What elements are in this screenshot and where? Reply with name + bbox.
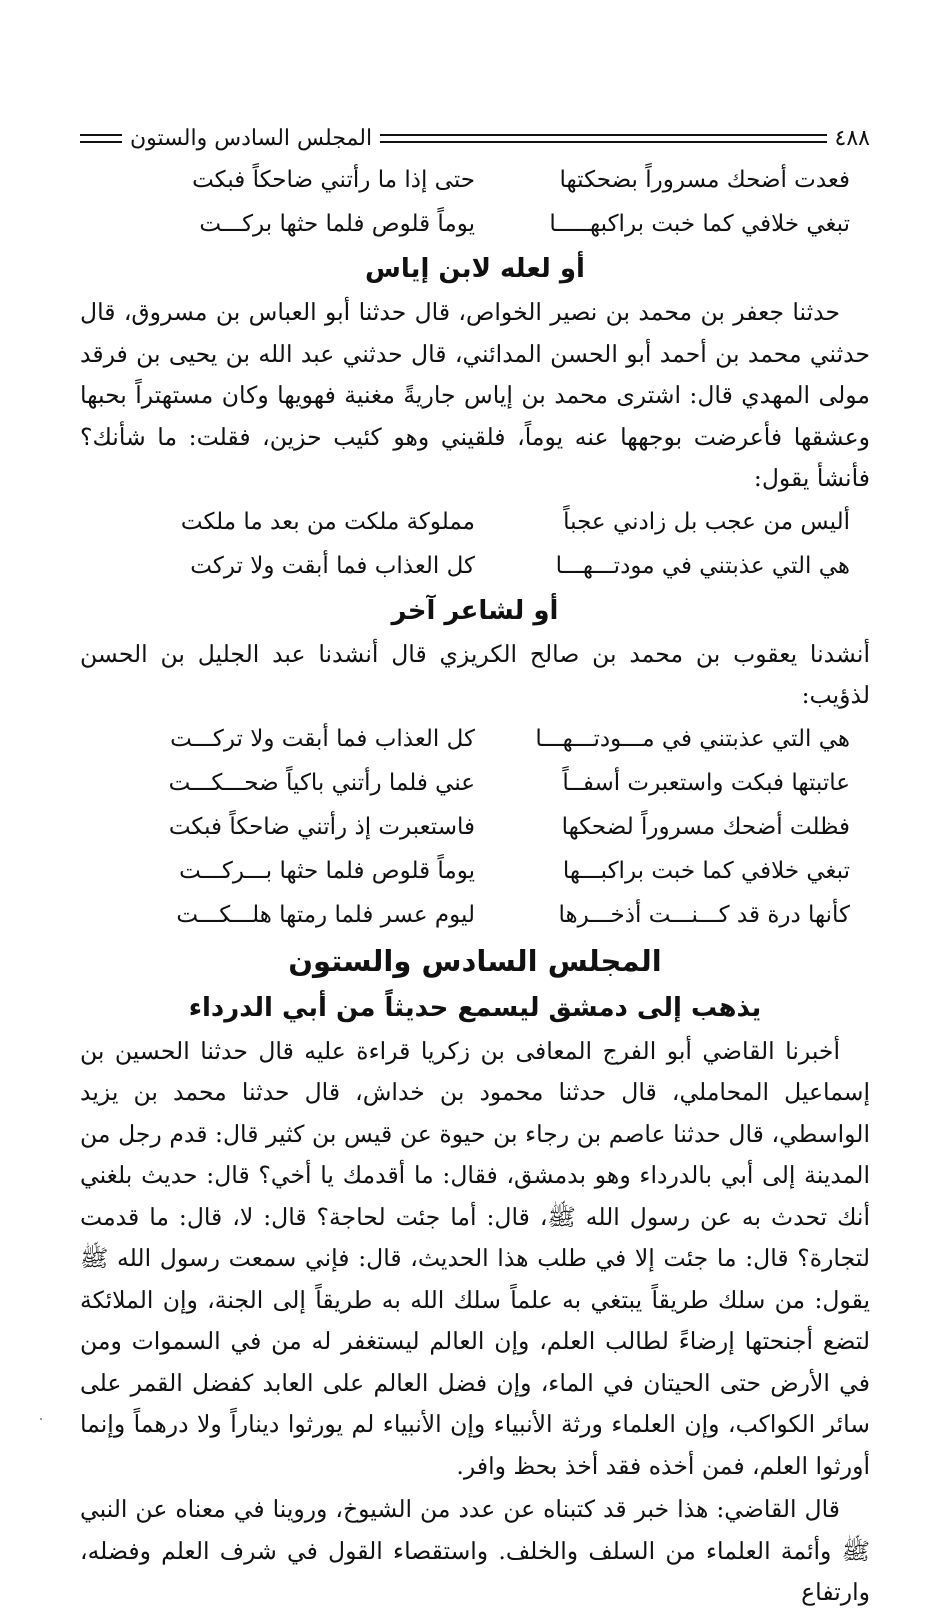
verse-second-hemistich: يوماً قلوص فلما حثها بـــركـــت: [179, 857, 475, 884]
verse-second-hemistich: عني فلما رأتني باكياً ضحـــكـــت: [168, 769, 475, 796]
paragraph: أخبرنا القاضي أبو الفرج المعافى بن زكريا قراءة عليه قال حدثنا الحسين بن إسماعيل المحاملي، قال حدثنا محمود بن خداش، قال حدثنا محمد بن يزيد الواسطي، قال حدثنا عاصم بن رجاء بن حيوة عن قيس بن كثير قال: قدم رجل من المدينة إلى أبي بالدرداء وهو بدمشق، فقال: ما أقدمك يا أخي؟ قال: حديث بلغني أنك تحدث به عن رسول الله ﷺ، قال: أما جئت لحاجة؟ قال: لا، قال: ما قدمت لتجارة؟ قال: ما جئت إلا في طلب هذا الحديث، قال: فإني سمعت رسول الله ﷺ يقول: من سلك طريقاً يبتغي به علماً سلك الله به طريقاً إلى الجنة، وإن الملائكة لتضع أجنحتها إرضاءً لطالب العلم، وإن العالم ليستغفر له من في السموات ومن في الأرض حتى الحيتان في الماء، وإن فضل العالم على العابد كفضل القمر على سائر الكواكب، وإن العلماء ورثة الأنبياء وإن الأنبياء لم يورثوا ديناراً ولا درهماً وإنما أورثوا العلم، فمن أخذه فقد أخذ بحظ وافر.: [80, 1036, 870, 1480]
verse-first-hemistich: تبغي خلافي كما خبت براكبـــها: [562, 857, 850, 884]
verse-line: [80, 544, 870, 588]
section-heading: أو لشاعر آخر: [391, 595, 559, 626]
verse-line: [80, 893, 870, 937]
verse-second-hemistich: حتى إذا ما رأتني ضاحكاً فبكت: [192, 167, 475, 193]
verse-first-hemistich: هي التي عذبتني في مودتـــهـــا: [555, 552, 850, 579]
verse-second-hemistich: ليوم عسر فلما رمتها هلـــكـــت: [176, 901, 475, 928]
header-rule-end: [80, 134, 122, 143]
paragraph: أنشدنا يعقوب بن محمد بن صالح الكريزي قال أنشدنا عبد الجليل بن الحسن لذؤيب:: [80, 639, 870, 709]
verse-second-hemistich: فاستعبرت إذ رأتني ضاحكاً فبكت: [168, 813, 475, 840]
page-header: [80, 118, 870, 158]
book-page: [80, 118, 870, 1614]
verse-line: [80, 805, 870, 849]
verse-first-hemistich: فعدت أضحك مسروراً بضحكتها: [559, 167, 850, 193]
page-number: ٤٨٨: [834, 125, 870, 151]
paragraph: قال القاضي: هذا خبر قد كتبناه عن عدد من الشيوخ، وروينا في معناه عن النبي ﷺ وأئمة العلماء من السلف والخلف. واستقصاء القول في شرف العلم وفضله، وارتفاع: [80, 1495, 870, 1606]
verse-second-hemistich: يوماً قلوص فلما حثها بركـــت: [199, 211, 475, 237]
section-heading: أو لعله لابن إياس: [365, 254, 585, 284]
scan-speck: [40, 1418, 42, 1420]
header-rule: [380, 134, 826, 143]
verse-line: [80, 202, 870, 246]
verses-section-3: [80, 717, 870, 937]
paragraph: حدثنا جعفر بن محمد بن نصير الخواص، قال حدثنا أبو العباس بن مسروق، قال حدثني محمد بن أحمد أبو الحسن المدائني، قال حدثني عبد الله بن يحيى بن فرقد مولى المهدي قال: اشترى محمد بن إياس جاريةً مغنية فهويها وكان مستهتراً بحبها وعشقها فأعرضت بوجهها عنه يوماً، فلقيني وهو كئيب حزين، فقلت: ما شأنك؟ فأنشأ يقول:: [80, 298, 870, 492]
session-subtitle: يذهب إلى دمشق ليسمع حديثاً من أبي الدرداء: [188, 992, 762, 1023]
verse-line: [80, 761, 870, 805]
verse-line: [80, 849, 870, 893]
verses-top: [80, 158, 870, 246]
running-title: المجلس السادس والستون: [130, 125, 373, 151]
verse-line: [80, 717, 870, 761]
verse-first-hemistich: فظلت أضحك مسروراً لضحكها: [561, 813, 850, 840]
verse-first-hemistich: كأنها درة قد كـــنـــت أذخـــرها: [558, 901, 850, 928]
verse-first-hemistich: أليس من عجب بل زادني عجباً: [563, 508, 850, 535]
verse-first-hemistich: هي التي عذبتني في مـــودتـــهـــا: [535, 725, 850, 752]
verse-first-hemistich: تبغي خلافي كما خبت براكبهـــــا: [549, 211, 850, 237]
session-title: المجلس السادس والستون: [288, 943, 662, 978]
verse-line: [80, 500, 870, 544]
verse-line: [80, 158, 870, 202]
verse-second-hemistich: كل العذاب فما أبقت ولا تركـــت: [170, 725, 475, 752]
verses-section-2: [80, 500, 870, 588]
verse-second-hemistich: مملوكة ملكت من بعد ما ملكت: [180, 508, 475, 535]
verse-second-hemistich: كل العذاب فما أبقت ولا تركت: [190, 552, 475, 579]
verse-first-hemistich: عاتبتها فبكت واستعبرت أسفــاً: [562, 769, 850, 796]
